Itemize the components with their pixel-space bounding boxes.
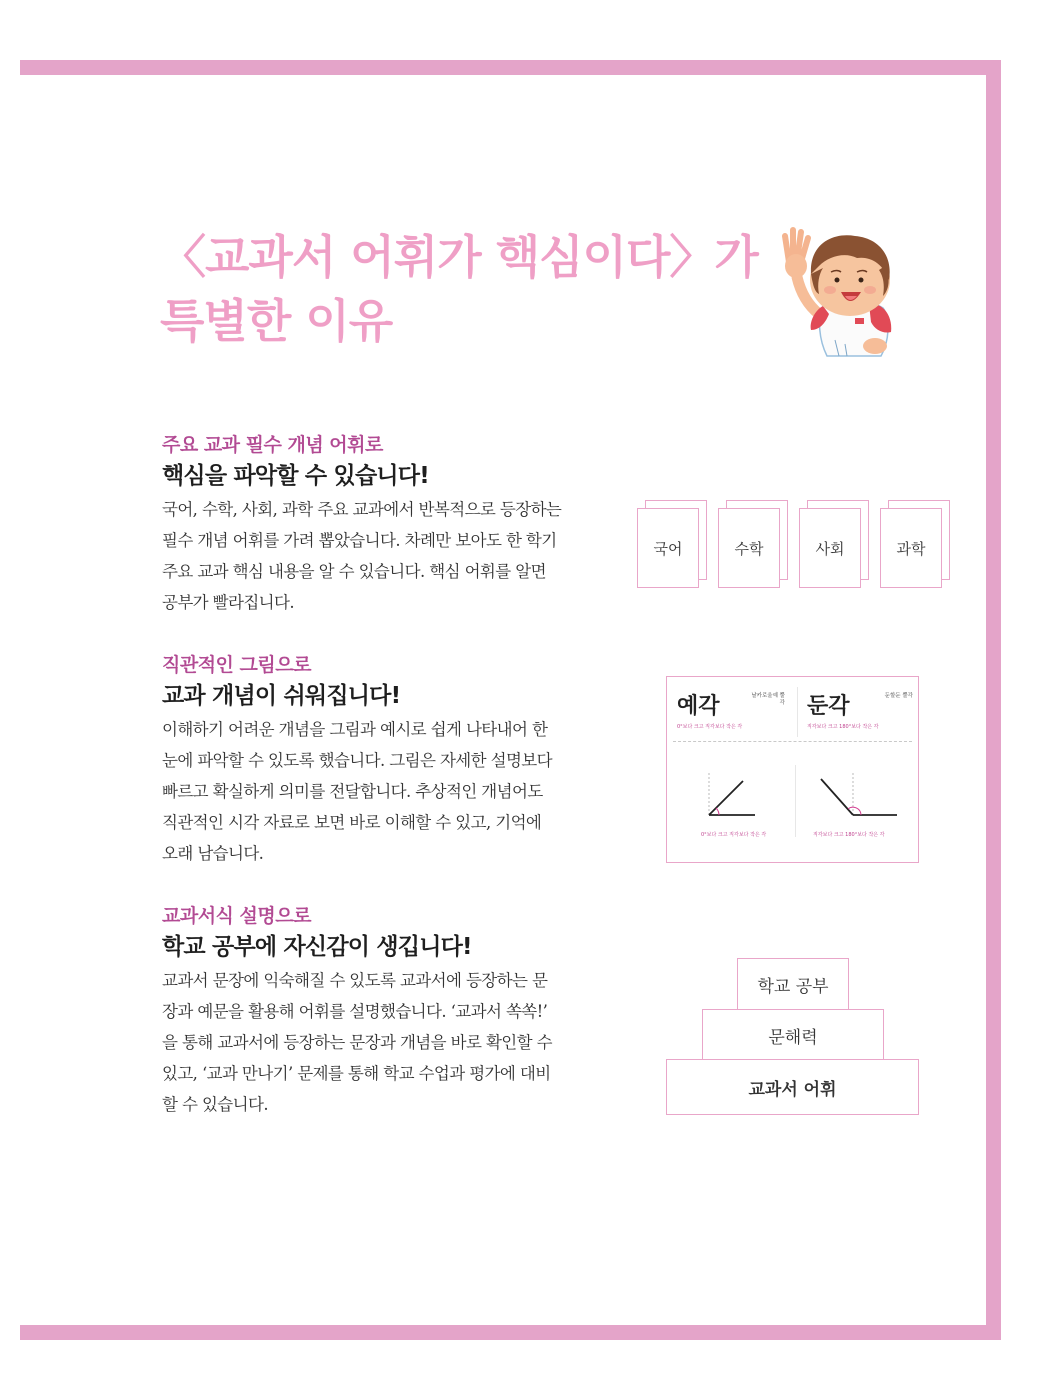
book-label: 수학	[718, 508, 780, 588]
body-line: 오래 남습니다.	[162, 844, 264, 863]
body-line: 공부가 빨라집니다.	[162, 593, 295, 612]
body-line: 주요 교과 핵심 내용을 알 수 있습니다. 핵심 어휘를 알면	[162, 562, 546, 581]
page-title-line2: 특별한 이유	[160, 294, 393, 348]
section-kicker: 직관적인 그림으로	[162, 654, 311, 676]
acute-angle-diagram	[697, 769, 757, 824]
subject-book-korean	[637, 500, 707, 588]
feature-section-pictures	[162, 652, 622, 869]
section-headline: 핵심을 파악할 수 있습니다!	[162, 463, 429, 489]
card-dashed-divider	[673, 741, 912, 742]
section-headline: 학교 공부에 자신감이 생깁니다!	[162, 934, 472, 960]
body-line: 필수 개념 어휘를 가려 뽑았습니다. 차례만 보아도 한 학기	[162, 531, 557, 550]
section-body	[162, 494, 622, 618]
acute-angle-title: 예각	[677, 694, 720, 719]
obtuse-angle-diagram	[817, 769, 899, 824]
body-line: 장과 예문을 활용해 어휘를 설명했습니다. ‘교과서 쏙쏙!’	[162, 1002, 548, 1021]
card-divider-lower	[795, 765, 796, 837]
body-line: 이해하기 어려운 개념을 그림과 예시로 쉽게 나타내어 한	[162, 720, 548, 739]
body-line: 할 수 있습니다.	[162, 1095, 268, 1114]
acute-angle-note: 날카로울예 뿔각	[751, 693, 785, 706]
obtuse-angle-definition: 직각보다 크고 180°보다 작은 각	[807, 724, 879, 730]
obtuse-angle-note: 둔할둔 뿔각	[884, 693, 913, 699]
book-label: 사회	[799, 508, 861, 588]
body-line: 교과서 문장에 익숙해질 수 있도록 교과서에 등장하는 문	[162, 971, 548, 990]
pyramid-tier-school-study: 학교 공부	[737, 958, 849, 1011]
subject-book-social	[799, 500, 869, 588]
acute-angle-definition: 0°보다 크고 직각보다 작은 각	[677, 724, 743, 730]
section-kicker: 교과서식 설명으로	[162, 905, 311, 927]
section-body	[162, 965, 622, 1120]
page-frame-right	[986, 60, 1001, 1340]
section-kicker: 주요 교과 필수 개념 어휘로	[162, 434, 383, 456]
book-label: 과학	[880, 508, 942, 588]
book-label: 국어	[637, 508, 699, 588]
body-line: 빠르고 확실하게 의미를 전달합니다. 추상적인 개념어도	[162, 782, 543, 801]
subject-book-science	[880, 500, 950, 588]
page-frame-bottom	[20, 1325, 1001, 1340]
page-title	[160, 225, 758, 353]
obtuse-angle-title: 둔각	[807, 694, 850, 719]
waving-child-illustration	[775, 222, 900, 360]
feature-section-vocabulary	[162, 432, 622, 618]
acute-angle-caption: 0°보다 크고 직각보다 작은 각	[701, 832, 767, 838]
page-title-line1: 〈교과서 어휘가 핵심이다〉가	[160, 230, 758, 284]
section-headline: 교과 개념이 쉬워집니다!	[162, 683, 401, 709]
angle-example-card	[666, 676, 919, 863]
pyramid-tier-literacy: 문해력	[702, 1009, 884, 1061]
body-line: 직관적인 시각 자료로 보면 바로 이해할 수 있고, 기억에	[162, 813, 542, 832]
pyramid-tier-textbook-vocabulary: 교과서 어휘	[666, 1059, 919, 1115]
body-line: 국어, 수학, 사회, 과학 주요 교과에서 반복적으로 등장하는	[162, 500, 562, 519]
page-frame-top	[20, 60, 1001, 75]
subject-book-math	[718, 500, 788, 588]
body-line: 눈에 파악할 수 있도록 했습니다. 그림은 자세한 설명보다	[162, 751, 552, 770]
body-line: 있고, ‘교과 만나기’ 문제를 통해 학교 수업과 평가에 대비	[162, 1064, 551, 1083]
feature-section-textbook-style	[162, 903, 622, 1120]
body-line: 을 통해 교과서에 등장하는 문장과 개념을 바로 확인할 수	[162, 1033, 552, 1052]
obtuse-angle-caption: 직각보다 크고 180°보다 작은 각	[813, 832, 885, 838]
card-divider	[797, 687, 798, 737]
section-body	[162, 714, 622, 869]
